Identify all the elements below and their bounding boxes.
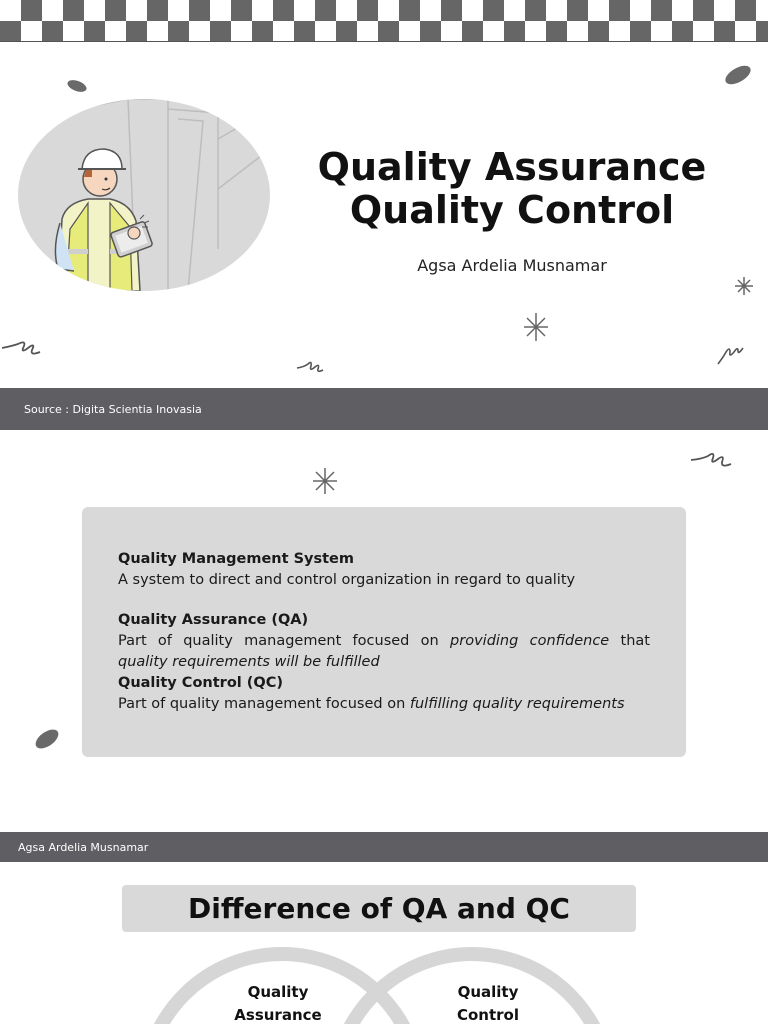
checker-border bbox=[0, 0, 768, 42]
squiggle-icon bbox=[296, 358, 324, 376]
qc-heading: Quality Control (QC) bbox=[118, 675, 284, 691]
qa-heading: Quality Assurance (QA) bbox=[118, 612, 309, 628]
source-banner bbox=[0, 388, 768, 430]
qa-circle-label: Quality Assurance bbox=[234, 983, 322, 1024]
title-line-1: Quality Assurance bbox=[317, 145, 707, 189]
squiggle-icon bbox=[690, 446, 732, 472]
title-line-2: Quality Control bbox=[349, 188, 675, 232]
qc-text: Part of quality management focused on fulfilling quality requirements bbox=[118, 696, 625, 712]
squiggle-icon bbox=[0, 336, 42, 360]
qc-circle-label: Quality Control bbox=[456, 983, 519, 1024]
definitions-card bbox=[82, 507, 686, 757]
sparkle-icon bbox=[522, 312, 550, 342]
leaf-icon bbox=[722, 64, 754, 86]
sparkle-icon bbox=[312, 467, 338, 495]
source-text: Source : Digita Scientia Inovasia bbox=[24, 402, 202, 416]
engineer-illustration bbox=[18, 99, 270, 291]
difference-title: Difference of QA and QC bbox=[122, 885, 636, 932]
sparkle-icon bbox=[734, 276, 754, 296]
qa-text: Part of quality management focused on providing confidence that quality requirements will be fulfilled bbox=[118, 633, 650, 670]
qms-heading: Quality Management System bbox=[118, 551, 354, 567]
qms-text: A system to direct and control organization in regard to quality bbox=[118, 572, 576, 588]
author-banner bbox=[0, 832, 768, 862]
author-banner-text: Agsa Ardelia Musnamar bbox=[18, 840, 149, 854]
venn-diagram bbox=[0, 940, 768, 1024]
leaf-icon bbox=[66, 80, 88, 92]
leaf-icon bbox=[32, 728, 62, 750]
squiggle-icon bbox=[716, 342, 744, 366]
author-name: Agsa Ardelia Musnamar bbox=[417, 256, 607, 275]
cover-slide bbox=[0, 42, 768, 388]
